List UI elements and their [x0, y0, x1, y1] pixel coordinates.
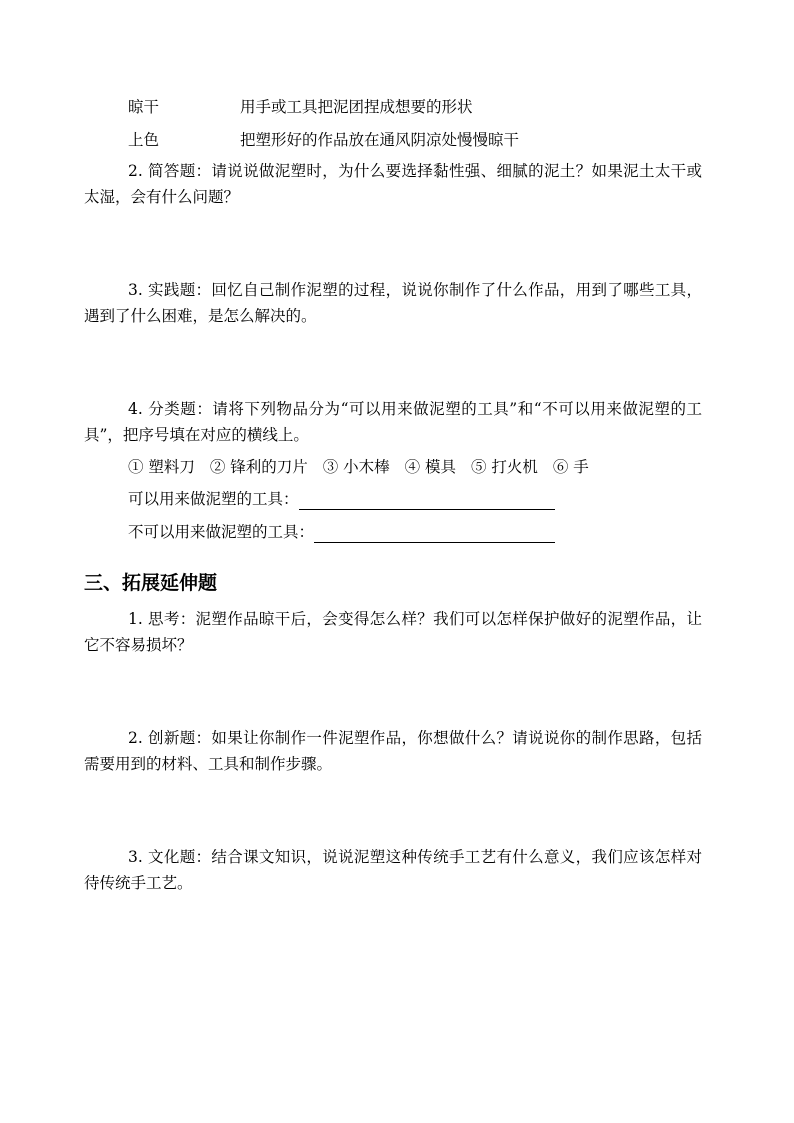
item-3: ③ 小木棒 — [322, 458, 390, 476]
section-3-question-2: 2. 创新题：如果让你制作一件泥塑作品，你想做什么？请说说你的制作思路，包括需要用到的材料、工具和制作步骤。 — [84, 729, 702, 773]
section-3-question-3: 3. 文化题：结合课文知识，说说泥塑这种传统手工艺有什么意义，我们应该怎样对待传统手工艺。 — [84, 848, 702, 892]
answer-blank-can[interactable] — [299, 489, 555, 510]
item-2: ② 锋利的刀片 — [209, 458, 308, 476]
question-4-classification: 4. 分类题：请将下列物品分为“可以用来做泥塑的工具”和“不可以用来做泥塑的工具”，把序号填在对应的横线上。 — [84, 400, 702, 444]
matching-right-2: 把塑形好的作品放在通风阴凉处慢慢晾干 — [240, 131, 520, 149]
matching-right-1: 用手或工具把泥团捏成想要的形状 — [240, 98, 473, 116]
item-6: ⑥ 手 — [552, 458, 589, 476]
item-4: ④ 模具 — [404, 458, 457, 476]
item-1: ① 塑料刀 — [128, 458, 195, 476]
item-5: ⑤ 打火机 — [471, 458, 538, 476]
section-3-title: 三、拓展延伸题 — [84, 572, 218, 594]
question-2-short-answer: 2. 简答题：请说说做泥塑时，为什么要选择黏性强、细腻的泥土？如果泥土太干或太湿，会有什么问题？ — [84, 162, 702, 206]
question-3-practice: 3. 实践题：回忆自己制作泥塑的过程，说说你制作了什么作品，用到了哪些工具，遇到了什么困难，是怎么解决的。 — [84, 281, 702, 325]
fill-row-cannot — [128, 521, 555, 543]
fill-label-can: 可以用来做泥塑的工具： — [128, 490, 299, 508]
question-4-item-list — [128, 456, 599, 478]
answer-blank-cannot[interactable] — [314, 522, 555, 543]
fill-label-cannot: 不可以用来做泥塑的工具： — [128, 523, 315, 541]
section-3-question-1: 1. 思考：泥塑作品晾干后，会变得怎么样？我们可以怎样保护做好的泥塑作品，让它不容易损坏？ — [84, 610, 702, 654]
fill-row-can — [128, 488, 555, 510]
matching-left-2: 上色 — [128, 131, 160, 149]
matching-left-1: 晾干 — [128, 98, 160, 116]
